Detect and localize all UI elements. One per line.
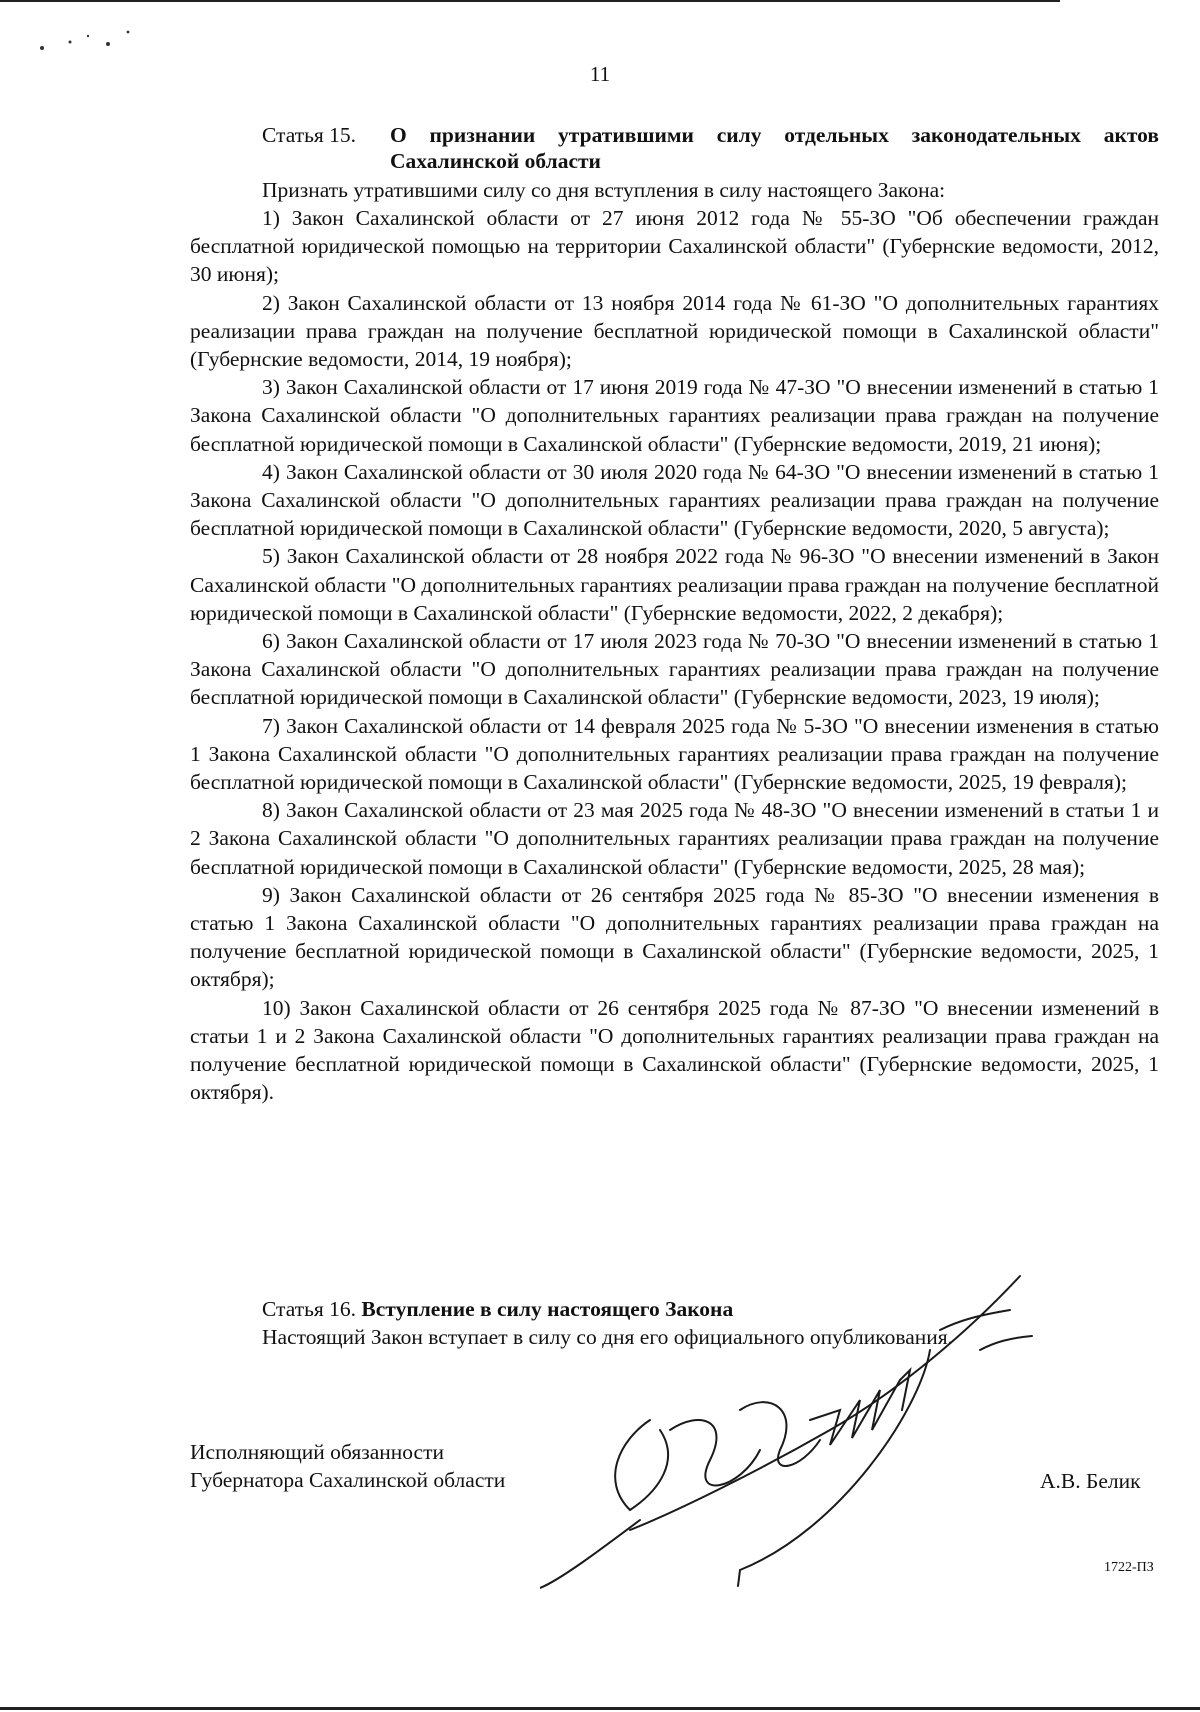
article-15-heading — [262, 122, 1159, 174]
position-line-2: Губернатора Сахалинской области — [190, 1468, 506, 1492]
article-15-title: О признании утратившими силу отдельных законодательных актов Сахалинской области — [390, 123, 1159, 173]
article-15-intro: Признать утратившими силу со дня вступления в силу настоящего Закона: — [262, 178, 946, 202]
article-15-label: Статья 15. — [262, 123, 357, 147]
signatory-position — [190, 1438, 505, 1494]
registration-code: 1722-ПЗ — [1104, 1560, 1154, 1575]
list-item: 4) Закон Сахалинской области от 30 июля 2020 года № 64-ЗО "О внесении изменений в статью 1 Закона Сахалинской области "О дополнительных гарантиях реализации права граждан на получение бесплатной юридической помощи в Сахалинской области" (Губернские ведомости, 2020, 5 августа); — [190, 459, 1159, 541]
list-item: 1) Закон Сахалинской области от 27 июня 2012 года № 55-ЗО "Об обеспечении граждан бесплатной юридической помощью на территории Сахалинской области" (Губернские ведомости, 2012, 30 июня); — [190, 206, 1159, 287]
list-item: 7) Закон Сахалинской области от 14 февраля 2025 года № 5-ЗО "О внесении изменения в статью 1 Закона Сахалинской области "О дополнительных гарантиях реализации права граждан на получение бесплатной юридической помощи в Сахалинской области" (Губернские ведомости, 2025, 19 февраля); — [190, 713, 1159, 795]
repealed-acts-list — [190, 204, 1159, 1107]
page-number: 11 — [589, 62, 611, 86]
list-item: 10) Закон Сахалинской области от 26 сентября 2025 года № 87-ЗО "О внесении изменений в статьи 1 и 2 Закона Сахалинской области "О дополнительных гарантиях реализации права граждан на получение бесплатной юридической помощи в Сахалинской области" (Губернские ведомости, 2025, 1 октября). — [190, 995, 1159, 1105]
list-item: 2) Закон Сахалинской области от 13 ноября 2014 года № 61-ЗО "О дополнительных гарантиях реализации права граждан на получение бесплатной юридической помощи в Сахалинской области" (Губернские ведомости, 2014, 19 ноября); — [190, 290, 1159, 372]
list-item: 9) Закон Сахалинской области от 26 сентября 2025 года № 85-ЗО "О внесении изменения в статью 1 Закона Сахалинской области "О дополнительных гарантиях реализации права граждан на получение бесплатной юридической помощи в Сахалинской области" (Губернские ведомости, 2025, 1 октября); — [190, 882, 1159, 992]
article-16-text: Настоящий Закон вступает в силу со дня его официального опубликования. — [262, 1324, 954, 1349]
scan-specks — [30, 24, 150, 64]
top-edge-line — [0, 0, 1060, 2]
list-item: 8) Закон Сахалинской области от 23 мая 2025 года № 48-ЗО "О внесении изменений в статьи 1 и 2 Закона Сахалинской области "О дополнительных гарантиях реализации права граждан на получение бесплатной юридической помощи в Сахалинской области" (Губернские ведомости, 2025, 28 мая); — [190, 798, 1159, 879]
list-item: 3) Закон Сахалинской области от 17 июня 2019 года № 47-ЗО "О внесении изменений в статью 1 Закона Сахалинской области "О дополнительных гарантиях реализации права граждан на получение бесплатной юридической помощи в Сахалинской области" (Губернские ведомости, 2019, 21 июня); — [190, 375, 1159, 456]
signatory-name: А.В. Белик — [1040, 1469, 1141, 1493]
article-16-label: Статья 16. — [262, 1297, 357, 1321]
article-16-title: Вступление в силу настоящего Закона — [361, 1297, 734, 1321]
list-item: 5) Закон Сахалинской области от 28 ноября 2022 года № 96-ЗО "О внесении изменений в Закон Сахалинской области "О дополнительных гарантиях реализации права граждан на получение бесплатной юридической помощи в Сахалинской области" (Губернские ведомости, 2022, 2 декабря); — [190, 544, 1159, 625]
bottom-edge-line — [0, 1707, 1200, 1710]
position-line-1: Исполняющий обязанности — [190, 1440, 444, 1464]
list-item: 6) Закон Сахалинской области от 17 июля 2023 года № 70-ЗО "О внесении изменений в статью 1 Закона Сахалинской области "О дополнительных гарантиях реализации права граждан на получение бесплатной юридической помощи в Сахалинской области" (Губернские ведомости, 2023, 19 июля); — [190, 629, 1159, 710]
handwritten-signature — [540, 1270, 1060, 1590]
